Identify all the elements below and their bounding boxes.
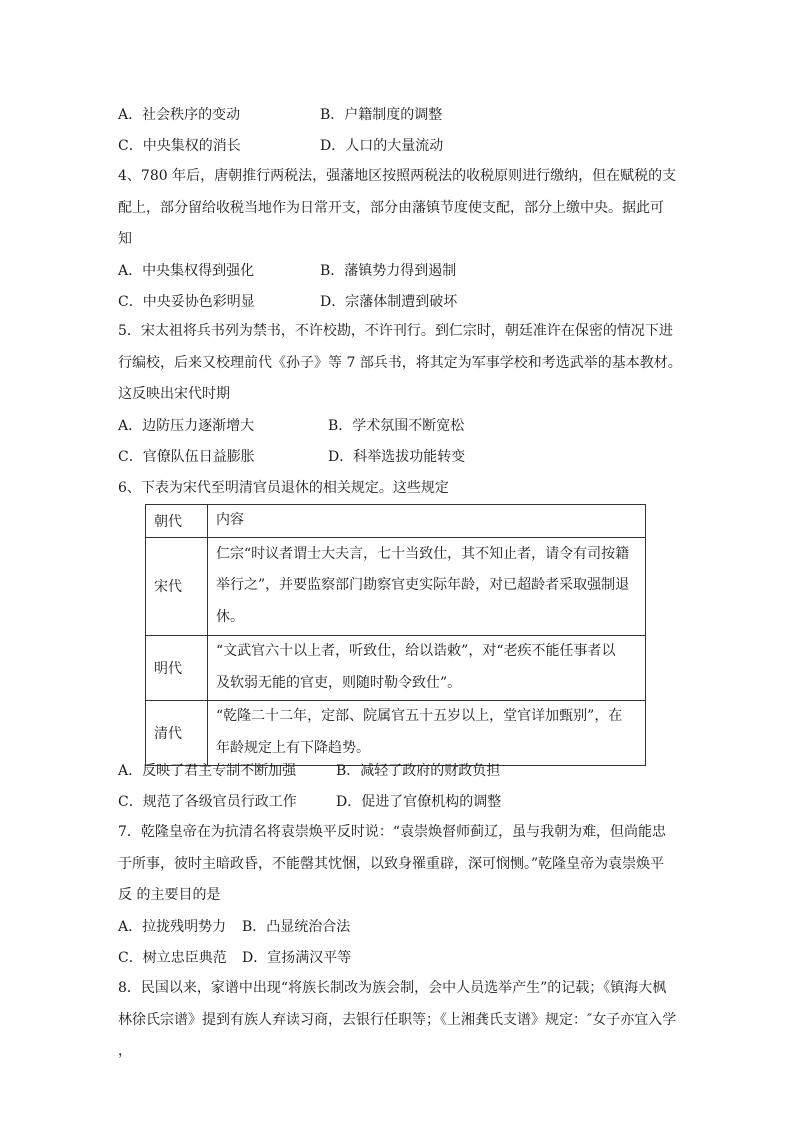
q6-option-d[interactable]: D．促进了官僚机构的调整	[336, 794, 502, 810]
q4-option-a[interactable]: A．中央集权得到强化	[118, 263, 255, 279]
q3-option-c[interactable]: C．中央集权的消长	[118, 138, 241, 154]
table-cell-line: 年龄规定上有下降趋势。	[216, 739, 370, 756]
q7-option-a[interactable]: A．拉拢残明势力	[118, 919, 227, 935]
q7-stem-line: 反 的主要目的是	[118, 887, 221, 903]
table-cell-content	[208, 700, 646, 765]
q7-option-d[interactable]: D．宣扬满汉平等	[242, 950, 352, 966]
q7-option-b[interactable]: B．凸显统治合法	[242, 919, 351, 935]
q6-option-a[interactable]: A．反映了君主专制不断加强	[118, 763, 297, 779]
q3-option-row-1	[118, 104, 443, 126]
q8-stem-line: ，	[118, 1043, 132, 1059]
q4-option-c[interactable]: C．中央妥协色彩明显	[118, 294, 255, 310]
table-cell-line: 及软弱无能的官吏，则随时勒令致仕”。	[216, 674, 462, 691]
q3-option-row-2	[118, 135, 444, 157]
q5-option-d[interactable]: D．科举选拔功能转变	[328, 449, 466, 465]
q7-stem-line: 于所事，彼时主暗政昏，不能罄其忱悃，以致身罹重辟，深可悯恻。”乾隆皇帝为袁崇焕平	[118, 855, 665, 872]
q7-option-row-1	[118, 916, 351, 938]
q6-stem-text: 6、下表为宋代至明清官员退休的相关规定。这些规定	[118, 480, 449, 496]
q6-option-b[interactable]: B．减轻了政府的财政负担	[336, 763, 501, 779]
table-header-row	[146, 505, 646, 538]
table-cell-line: “乾隆二十二年，定部、院属官五十五岁以上，堂官详加甄别”，在	[216, 708, 623, 724]
q6-option-c[interactable]: C．规范了各级官员行政工作	[118, 794, 297, 810]
q4-option-d[interactable]: D．宗藩体制遭到破坏	[320, 294, 458, 310]
table-row	[146, 635, 646, 700]
q6-option-row-1	[118, 760, 501, 782]
q3-option-b[interactable]: B．户籍制度的调整	[320, 107, 443, 123]
q5-stem-line: 5．宋太祖将兵书列为禁书，不许校勘，不许刊行。到仁宗时，朝廷准许在保密的情况下进	[118, 323, 673, 339]
table-cell-line: 举行之”，并要监察部门勘察官吏实际年龄，对已超龄者采取强制退	[216, 577, 630, 594]
q5-option-c[interactable]: C．官僚队伍日益膨胀	[118, 449, 255, 465]
q3-option-a[interactable]: A．社会秩序的变动	[118, 107, 241, 123]
q8-stem-line: 林徐氏宗谱》提到有族人弃读习商，去银行任职等；《上湘龚氏支谱》规定：″女子亦宜入学	[118, 1011, 677, 1028]
q3-option-d[interactable]: D．人口的大量流动	[320, 138, 444, 154]
table-cell-dynasty: 宋代	[146, 537, 208, 635]
table-row	[146, 700, 646, 765]
q5-stem	[118, 316, 688, 411]
q8-stem	[118, 973, 688, 1068]
table-header-content: 内容	[208, 505, 646, 538]
retirement-table	[145, 504, 646, 766]
q5-option-row-1	[118, 415, 465, 437]
q4-stem-line: 4、780 年后，唐朝推行两税法，强藩地区按照两税法的收税原则进行缴纳，但在赋税的支	[118, 168, 677, 184]
table-cell-line: 休。	[216, 608, 244, 625]
q4-option-row-2	[118, 291, 458, 313]
q6-stem	[118, 477, 449, 499]
q7-option-row-2	[118, 947, 352, 969]
q6-option-row-2	[118, 791, 502, 813]
q5-option-b[interactable]: B．学术氛围不断宽松	[328, 418, 465, 434]
table-cell-content	[208, 635, 646, 700]
table-row	[146, 537, 646, 635]
table-cell-dynasty: 清代	[146, 700, 208, 765]
q4-stem-line: 知	[118, 231, 132, 247]
q5-stem-line: 这反映出宋代时期	[118, 386, 230, 402]
q4-stem	[118, 161, 688, 256]
q5-stem-line: 行编校，后来又校理前代《孙子》等 7 部兵书，将其定为军事学校和考选武举的基本教材。	[118, 354, 682, 371]
table-cell-line: 仁宗“时议者谓士大夫言，七十当致仕，其不知止者，请令有司按籍	[216, 545, 630, 562]
table-cell-content	[208, 537, 646, 635]
q8-stem-line: 8．民国以来，家谱中出现“将族长制改为族会制，会中人员选举产生”的记载；《镇海大枫	[118, 980, 667, 996]
q4-option-b[interactable]: B．藩镇势力得到遏制	[320, 263, 457, 279]
q5-option-a[interactable]: A．边防压力逐渐增大	[118, 418, 255, 434]
table-cell-dynasty: 明代	[146, 635, 208, 700]
q7-stem	[118, 817, 688, 912]
q5-option-row-2	[118, 446, 466, 468]
q4-option-row-1	[118, 260, 457, 282]
q4-stem-line: 配上，部分留给收税当地作为日常开支，部分由藩镇节度使支配，部分上缴中央。据此可	[118, 199, 664, 216]
q7-stem-line: 7．乾隆皇帝在为抗清名将袁崇焕平反时说：“袁崇焕督师蓟辽，虽与我朝为难，但尚能忠	[118, 824, 667, 840]
table-cell-line: “文武官六十以上者，听致仕，给以诰敕”，对“老疾不能任事者以	[216, 643, 616, 659]
q7-option-c[interactable]: C．树立忠臣典范	[118, 950, 227, 966]
table-header-dynasty: 朝代	[146, 505, 208, 538]
